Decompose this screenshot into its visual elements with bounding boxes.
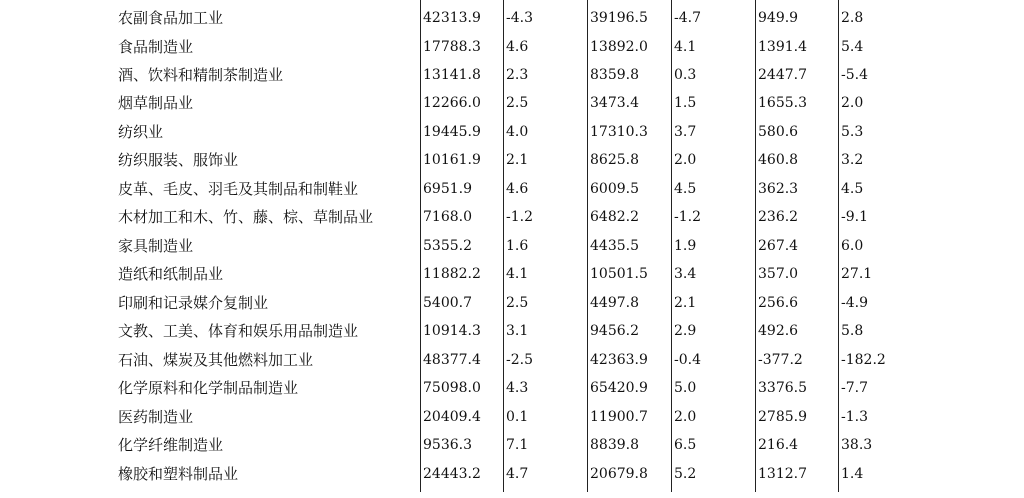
growth-cell: 5.4 xyxy=(841,39,864,55)
industry-name: 木材加工和木、竹、藤、棕、草制品业 xyxy=(118,208,374,226)
growth-cell: 1.4 xyxy=(841,466,864,482)
value-cell: 4497.8 xyxy=(590,295,639,311)
growth-cell: 4.5 xyxy=(841,181,864,197)
table-row xyxy=(0,175,1024,203)
table-row xyxy=(0,61,1024,89)
value-cell: 65420.9 xyxy=(590,380,648,396)
value-cell: 20409.4 xyxy=(423,409,481,425)
growth-cell: 0.3 xyxy=(674,67,697,83)
table-row xyxy=(0,431,1024,459)
growth-cell: 3.7 xyxy=(674,124,697,140)
growth-cell: 4.1 xyxy=(674,39,697,55)
value-cell: 267.4 xyxy=(758,238,799,254)
value-cell: 8625.8 xyxy=(590,152,639,168)
value-cell: 8839.8 xyxy=(590,437,639,453)
value-cell: 3473.4 xyxy=(590,95,639,111)
growth-cell: 27.1 xyxy=(841,266,873,282)
value-cell: 10501.5 xyxy=(590,266,648,282)
growth-cell: -1.2 xyxy=(674,209,701,225)
table-row xyxy=(0,118,1024,146)
growth-cell: -4.7 xyxy=(674,10,701,26)
growth-cell: 2.0 xyxy=(674,152,697,168)
growth-cell: 1.9 xyxy=(674,238,697,254)
value-cell: 216.4 xyxy=(758,437,799,453)
value-cell: 460.8 xyxy=(758,152,799,168)
value-cell: 11900.7 xyxy=(590,409,648,425)
value-cell: 949.9 xyxy=(758,10,799,26)
growth-cell: 6.5 xyxy=(674,437,697,453)
industry-name: 橡胶和塑料制品业 xyxy=(118,465,239,483)
table-row xyxy=(0,374,1024,402)
industry-name: 石油、煤炭及其他燃料加工业 xyxy=(118,351,314,369)
value-cell: 39196.5 xyxy=(590,10,648,26)
value-cell: 8359.8 xyxy=(590,67,639,83)
growth-cell: 2.9 xyxy=(674,323,697,339)
value-cell: 7168.0 xyxy=(423,209,472,225)
value-cell: 17788.3 xyxy=(423,39,481,55)
industry-name: 酒、饮料和精制茶制造业 xyxy=(118,66,284,84)
growth-cell: 4.1 xyxy=(506,266,529,282)
growth-cell: 5.2 xyxy=(674,466,697,482)
value-cell: 42363.9 xyxy=(590,352,648,368)
industry-name: 造纸和纸制品业 xyxy=(118,265,224,283)
table-row xyxy=(0,203,1024,231)
industry-name: 文教、工美、体育和娱乐用品制造业 xyxy=(118,322,359,340)
value-cell: 13892.0 xyxy=(590,39,648,55)
industry-name: 家具制造业 xyxy=(118,237,194,255)
industry-name: 化学原料和化学制品制造业 xyxy=(118,379,299,397)
growth-cell: -2.5 xyxy=(506,352,533,368)
value-cell: 1312.7 xyxy=(758,466,807,482)
value-cell: 4435.5 xyxy=(590,238,639,254)
value-cell: 492.6 xyxy=(758,323,799,339)
industry-name: 纺织服装、服饰业 xyxy=(118,151,239,169)
industry-name: 农副食品加工业 xyxy=(118,9,224,27)
value-cell: 2785.9 xyxy=(758,409,807,425)
value-cell: 6951.9 xyxy=(423,181,472,197)
value-cell: 48377.4 xyxy=(423,352,481,368)
value-cell: 9536.3 xyxy=(423,437,472,453)
value-cell: 357.0 xyxy=(758,266,799,282)
growth-cell: 2.0 xyxy=(674,409,697,425)
value-cell: 12266.0 xyxy=(423,95,481,111)
value-cell: 2447.7 xyxy=(758,67,807,83)
growth-cell: 5.8 xyxy=(841,323,864,339)
table-row xyxy=(0,317,1024,345)
value-cell: 5355.2 xyxy=(423,238,472,254)
growth-cell: 5.3 xyxy=(841,124,864,140)
growth-cell: -4.3 xyxy=(506,10,533,26)
growth-cell: 7.1 xyxy=(506,437,529,453)
table-row xyxy=(0,232,1024,260)
table-row xyxy=(0,346,1024,374)
growth-cell: -4.9 xyxy=(841,295,868,311)
growth-cell: 0.1 xyxy=(506,409,529,425)
value-cell: 256.6 xyxy=(758,295,799,311)
growth-cell: -9.1 xyxy=(841,209,868,225)
value-cell: 236.2 xyxy=(758,209,799,225)
value-cell: 5400.7 xyxy=(423,295,472,311)
value-cell: 1655.3 xyxy=(758,95,807,111)
growth-cell: -0.4 xyxy=(674,352,701,368)
value-cell: 17310.3 xyxy=(590,124,648,140)
value-cell: 20679.8 xyxy=(590,466,648,482)
growth-cell: 1.5 xyxy=(674,95,697,111)
growth-cell: 3.2 xyxy=(841,152,864,168)
value-cell: -377.2 xyxy=(758,352,803,368)
value-cell: 3376.5 xyxy=(758,380,807,396)
growth-cell: 38.3 xyxy=(841,437,873,453)
value-cell: 9456.2 xyxy=(590,323,639,339)
growth-cell: 2.8 xyxy=(841,10,864,26)
growth-cell: 2.5 xyxy=(506,95,529,111)
growth-cell: 4.7 xyxy=(506,466,529,482)
value-cell: 10914.3 xyxy=(423,323,481,339)
growth-cell: 4.0 xyxy=(506,124,529,140)
growth-cell: -182.2 xyxy=(841,352,886,368)
growth-cell: 2.1 xyxy=(506,152,529,168)
table-row xyxy=(0,4,1024,32)
growth-cell: 5.0 xyxy=(674,380,697,396)
growth-cell: -7.7 xyxy=(841,380,868,396)
industry-name: 皮革、毛皮、羽毛及其制品和制鞋业 xyxy=(118,180,359,198)
growth-cell: 2.5 xyxy=(506,295,529,311)
growth-cell: 2.0 xyxy=(841,95,864,111)
industry-name: 食品制造业 xyxy=(118,38,194,56)
value-cell: 6482.2 xyxy=(590,209,639,225)
industry-name: 印刷和记录媒介复制业 xyxy=(118,294,269,312)
growth-cell: 4.6 xyxy=(506,181,529,197)
value-cell: 580.6 xyxy=(758,124,799,140)
growth-cell: 3.4 xyxy=(674,266,697,282)
table-row xyxy=(0,146,1024,174)
table-row xyxy=(0,403,1024,431)
growth-cell: -5.4 xyxy=(841,67,868,83)
industry-name: 纺织业 xyxy=(118,123,164,141)
table-row xyxy=(0,89,1024,117)
value-cell: 1391.4 xyxy=(758,39,807,55)
table-row xyxy=(0,260,1024,288)
growth-cell: 4.5 xyxy=(674,181,697,197)
value-cell: 6009.5 xyxy=(590,181,639,197)
value-cell: 24443.2 xyxy=(423,466,481,482)
growth-cell: 1.6 xyxy=(506,238,529,254)
growth-cell: -1.3 xyxy=(841,409,868,425)
table-row xyxy=(0,33,1024,61)
growth-cell: 4.3 xyxy=(506,380,529,396)
industry-name: 医药制造业 xyxy=(118,408,194,426)
value-cell: 75098.0 xyxy=(423,380,481,396)
value-cell: 362.3 xyxy=(758,181,799,197)
growth-cell: 3.1 xyxy=(506,323,529,339)
table-row xyxy=(0,460,1024,488)
growth-cell: 2.1 xyxy=(674,295,697,311)
value-cell: 42313.9 xyxy=(423,10,481,26)
industry-name: 烟草制品业 xyxy=(118,94,194,112)
growth-cell: 2.3 xyxy=(506,67,529,83)
growth-cell: 6.0 xyxy=(841,238,864,254)
value-cell: 10161.9 xyxy=(423,152,481,168)
industry-name: 化学纤维制造业 xyxy=(118,436,224,454)
value-cell: 13141.8 xyxy=(423,67,481,83)
value-cell: 11882.2 xyxy=(423,266,481,282)
table-row xyxy=(0,289,1024,317)
growth-cell: -1.2 xyxy=(506,209,533,225)
value-cell: 19445.9 xyxy=(423,124,481,140)
growth-cell: 4.6 xyxy=(506,39,529,55)
